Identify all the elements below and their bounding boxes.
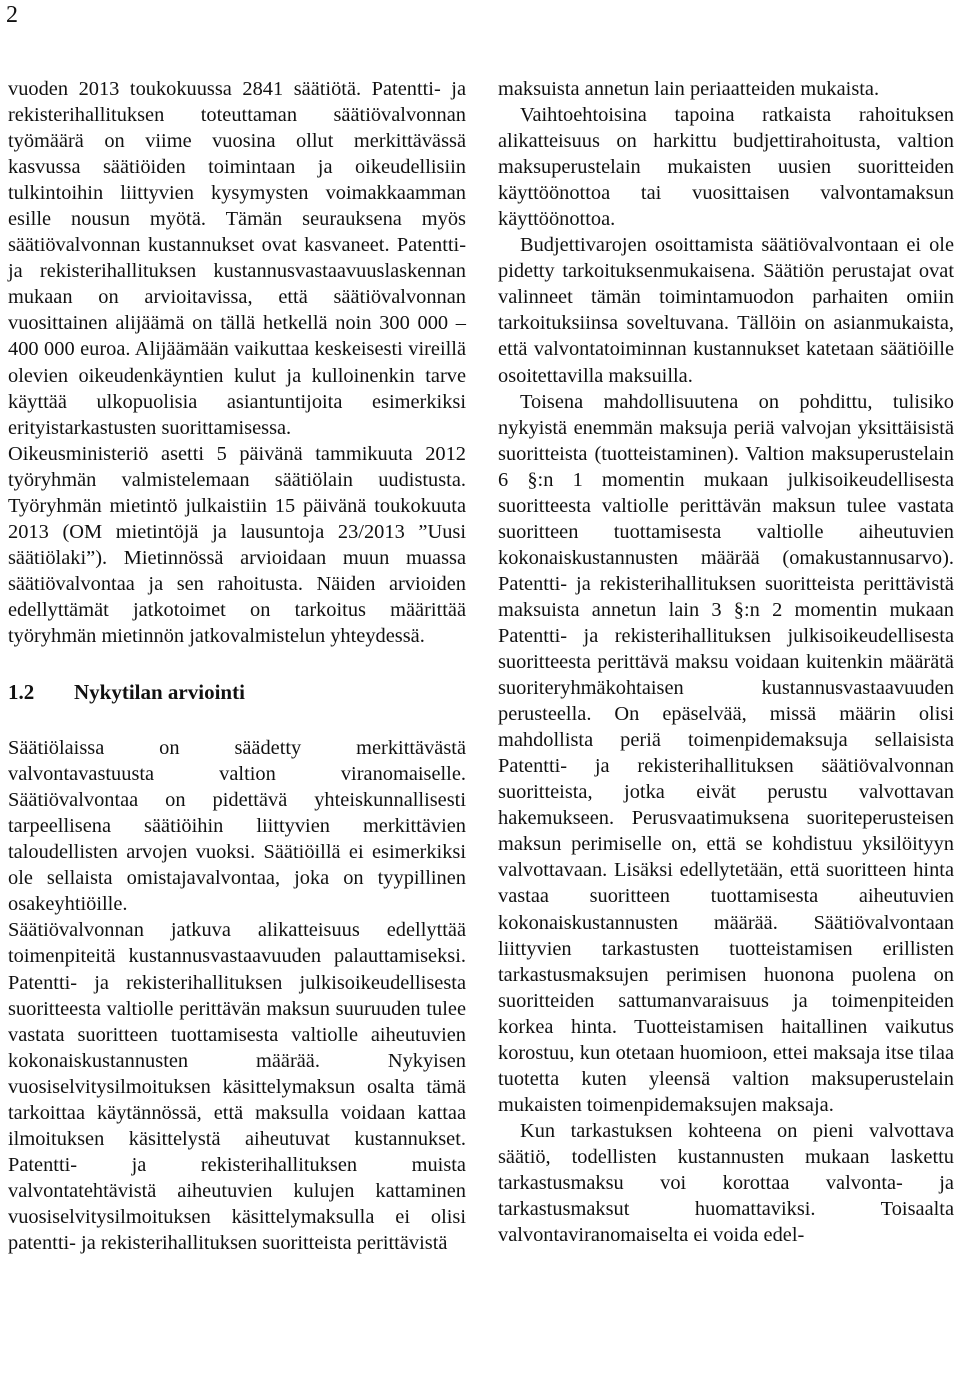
paragraph: maksuista annetun lain periaatteiden mukaista. [498,78,880,100]
paragraph: vuoden 2013 toukokuussa 2841 säätiötä. Patentti- ja rekisterihallituksen toteuttaman säätiövalvonnan työmäärä on viime vuosina ollut merkittävässä kasvussa säätiöiden toimintaan ja oikeudellisiin tulkintoihin liittyvien kysymysten voimakkaamman esille nousun myötä. Tämän seurauksena myös säätiövalvonnan kustannukset ovat kasvaneet. Patentti- ja rekisterihallituksen kustannusvastaavuuslaskennan mukaan on arvioitavissa, että säätiövalvonnan vuosittainen alijäämä on tällä hetkellä noin 300 000 – 400 000 euroa. Alijäämään vaikuttaa keskeisesti vireillä olevien oikeudenkäyntien kulut ja kulloinenkin tarve käyttää ulkopuolisia asiantuntijoita esimerkiksi erityistarkastusten suorittamisessa. [8,78,466,439]
right-column [498,76,954,1248]
paragraph: Kun tarkastuksen kohteena on pieni valvottava säätiö, todellisten kustannusten mukaan laskettu tarkastusmaksu voi korottaa valvonta- ja tarkastusmaksut huomattaviksi. Toisaalta valvontaviranomaiselta ei voida edel- [498,1119,954,1247]
paragraph: Vaihtoehtoisina tapoina ratkaista rahoituksen alikatteisuus on harkittu budjettirahoitusta, valtion maksuperustelain mukaisten uusien suoritteiden käyttöönottoa tai vuosittaisen valvontamaksun käyttöönottoa. [498,104,954,231]
section-title: Nykytilan arviointi [74,680,245,705]
paragraph: Budjettivarojen osoittamista säätiövalvontaan ei ole pidetty tarkoituksenmukaisena. Säätiön perustajat ovat valinneet tämän toimintamuodon parhaiten omiin tarkoituksiinsa soveltuvana. Tällöin on asianmukaista, että valvontatoiminnan kustannukset katetaan säätiöille osoitettavilla maksuilla. [498,234,954,387]
paragraph: Säätiövalvonnan jatkuva alikatteisuus edellyttää toimenpiteitä kustannusvastaavuuden palauttamiseksi. Patentti- ja rekisterihallituksen julkisoikeudellisesta suoritteesta valtiolle perittävän maksun suuruuden tulee vastata suoritteen tuottamisesta valtiolle aiheutuvien kokonaiskustannusten määrää. Nykyisen vuosiselvitysilmoituksen käsittelymaksun osalta tämä tarkoittaa käytännössä, että maksulla voidaan kattaa ilmoituksen käsittelystä aiheutuvat kustannukset. Patentti- ja rekisterihallituksen muista valvontatehtävistä aiheutuvien kulujen kattaminen vuosiselvitysilmoituksen käsittelymaksulla ei olisi patentti- ja rekisterihallituksen suoritteista perittävistä [8,919,466,1254]
paragraph: Oikeusministeriö asetti 5 päivänä tammikuuta 2012 työryhmän valmistelemaan säätiölain uudistusta. Työryhmän mietintö julkaistiin 15 päivänä toukokuuta 2013 (OM mietintöjä ja lausuntoja 23/2013 ”Uusi säätiölaki”). Mietinnössä arvioidaan muun muassa säätiövalvontaa ja sen rahoitusta. Näiden arvioiden edellyttämät jatkotoimet on tarkoitus määrittää työryhmän mietinnön jatkovalmistelun yhteydessä. [8,442,466,647]
paragraph: Säätiölaissa on säädetty merkittävästä valvontavastuusta valtion viranomaiselle. Säätiövalvontaa on pidettävä yhteiskunnallisesti tarpeellisena säätiöihin liittyvien merkittävien taloudellisten arvojen vuoksi. Säätiöillä ei esimerkiksi ole sellaista omistajavalvontaa, joka on tyypillinen osakeyhtiöille. [8,737,466,916]
page-number: 2 [6,2,18,28]
paragraph: Toisena mahdollisuutena on pohdittu, tulisiko nykyistä enemmän maksuja periä valvojan yksittäisistä suoritteista (tuotteistaminen). Valtion maksuperustelain 6 §:n 1 momentin mukaan julkisoikeudellisesta suoritteesta valtiolle perittävän maksun tulee vastata suoritteen tuottamisesta valtiolle aiheutuvien kokonaiskustannusten määrää (omakustannusarvo). Patentti- ja rekisterihallituksen suoritteista perittävistä maksuista annetun lain 3 §:n 2 momentin mukaan Patentti- ja rekisterihallituksen julkisoikeudellisesta suoritteesta perittävä maksu voidaan kuitenkin määrätä suoriteryhmäkohtaisen kustannusvastaavuuden perusteella. On epäselvää, missä määrin olisi mahdollista periä toimenpidemaksuja sellaisista Patentti- ja rekisterihallituksen säätiövalvonnan suoritteista, jotka eivät perustu valvottavan hakemukseen. Perusvaatimuksena suoriteperusteisen maksun perimiselle on, että se kohdistuu yksilöityyn valvottavaan. Lisäksi edellytetään, että suoritteen hinta vastaa suoritteen tuottamisesta aiheutuvien kokonaiskustannusten määrää. Säätiövalvontaan liittyvien tarkastusten tuotteistamisen erillisten tarkastusmaksujen perimisen huonona puolena on suoritteiden sattumanvaraisuus ja toimenpiteiden korkea hinta. Tuotteistamisen haitallinen vaikutus korostuu, kun otetaan huomioon, ettei maksaja itse tilaa tuotetta kuten yleensä valtion maksuperustelain mukaisten toimenpidemaksujen maksaja. [498,390,954,1116]
section-heading [8,679,466,705]
section-number: 1.2 [8,680,35,705]
left-column [8,76,466,1256]
